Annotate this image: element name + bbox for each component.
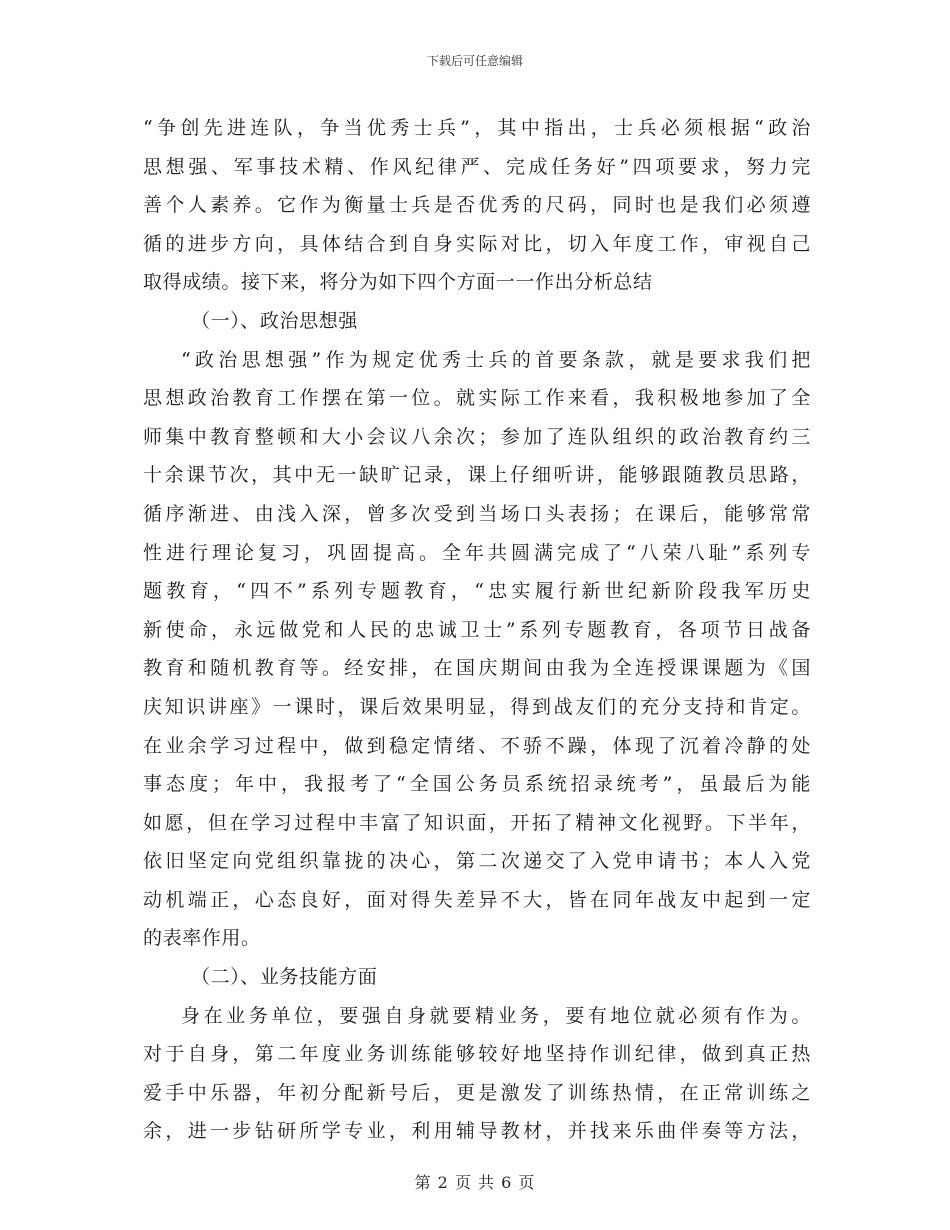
text-line: 的表率作用。 <box>143 927 261 950</box>
page-footer: 第 2 页 共 6 页 <box>414 1173 536 1192</box>
text-line: 在业余学习过程中，做到稳定情绪、不骄不躁，体现了沉着冷静的处 <box>143 734 811 757</box>
text-line: 教育和随机教育等。经安排，在国庆期间由我为全连授课课题为《国 <box>143 657 811 680</box>
text-line: 新使命，永远做党和人民的忠诚卫士”系列专题教育，各项节日战备 <box>143 618 811 641</box>
body-text <box>143 109 811 1151</box>
text-line: 动机端正，心态良好，面对得失差异不大，皆在同年战友中起到一定 <box>143 888 811 911</box>
text-line: 思想强、军事技术精、作风纪律严、完成任务好”四项要求，努力完 <box>143 155 811 178</box>
text-line: 思想政治教育工作摆在第一位。就实际工作来看，我积极地参加了全 <box>143 387 811 410</box>
section-heading: （二）、业务技能方面 <box>191 966 378 989</box>
text-line: 爱手中乐器，年初分配新号后，更是激发了训练热情，在正常训练之 <box>143 1081 811 1104</box>
text-line: 身在业务单位，要强自身就要精业务，要有地位就必须有作为。 <box>181 1004 811 1027</box>
text-line: 庆知识讲座》一课时，课后效果明显，得到战友们的充分支持和肯定。 <box>143 695 811 718</box>
text-line: 题教育，“四不”系列专题教育，“忠实履行新世纪新阶段我军历史 <box>143 580 811 603</box>
section-heading: （一）、政治思想强 <box>191 309 358 332</box>
text-line: 善个人素养。它作为衡量士兵是否优秀的尺码，同时也是我们必须遵 <box>143 194 811 217</box>
text-line: “争创先进连队，争当优秀士兵”，其中指出，士兵必须根据“政治 <box>143 117 811 139</box>
text-line: 如愿，但在学习过程中丰富了知识面，开拓了精神文化视野。下半年， <box>143 811 811 834</box>
text-line: “政治思想强”作为规定优秀士兵的首要条款，就是要求我们把 <box>181 348 811 371</box>
text-line: 事态度；年中，我报考了“全国公务员系统招录统考”，虽最后为能 <box>143 773 811 796</box>
text-line: 循序渐进、由浅入深，曾多次受到当场口头表扬；在课后，能够常常 <box>143 502 811 525</box>
text-line: 师集中教育整顿和大小会议八余次；参加了连队组织的政治教育约三 <box>143 425 811 448</box>
text-line: 循的进步方向，具体结合到自身实际对比，切入年度工作，审视自己 <box>143 232 811 255</box>
text-line: 对于自身，第二年度业务训练能够较好地坚持作训纪律，做到真正热 <box>143 1043 811 1066</box>
text-line: 十余课节次，其中无一缺旷记录，课上仔细听讲，能够跟随教员思路， <box>143 464 811 487</box>
page-header: 下载后可任意编辑 <box>426 54 523 68</box>
text-line: 取得成绩。接下来，将分为如下四个方面一一作出分析总结 <box>143 271 653 294</box>
text-line: 性进行理论复习，巩固提高。全年共圆满完成了“八荣八耻”系列专 <box>143 541 811 564</box>
text-line: 依旧坚定向党组织靠拢的决心，第二次递交了入党申请书；本人入党 <box>143 850 811 873</box>
text-line: 余，进一步钻研所学专业，利用辅导教材，并找来乐曲伴奏等方法， <box>143 1120 811 1143</box>
